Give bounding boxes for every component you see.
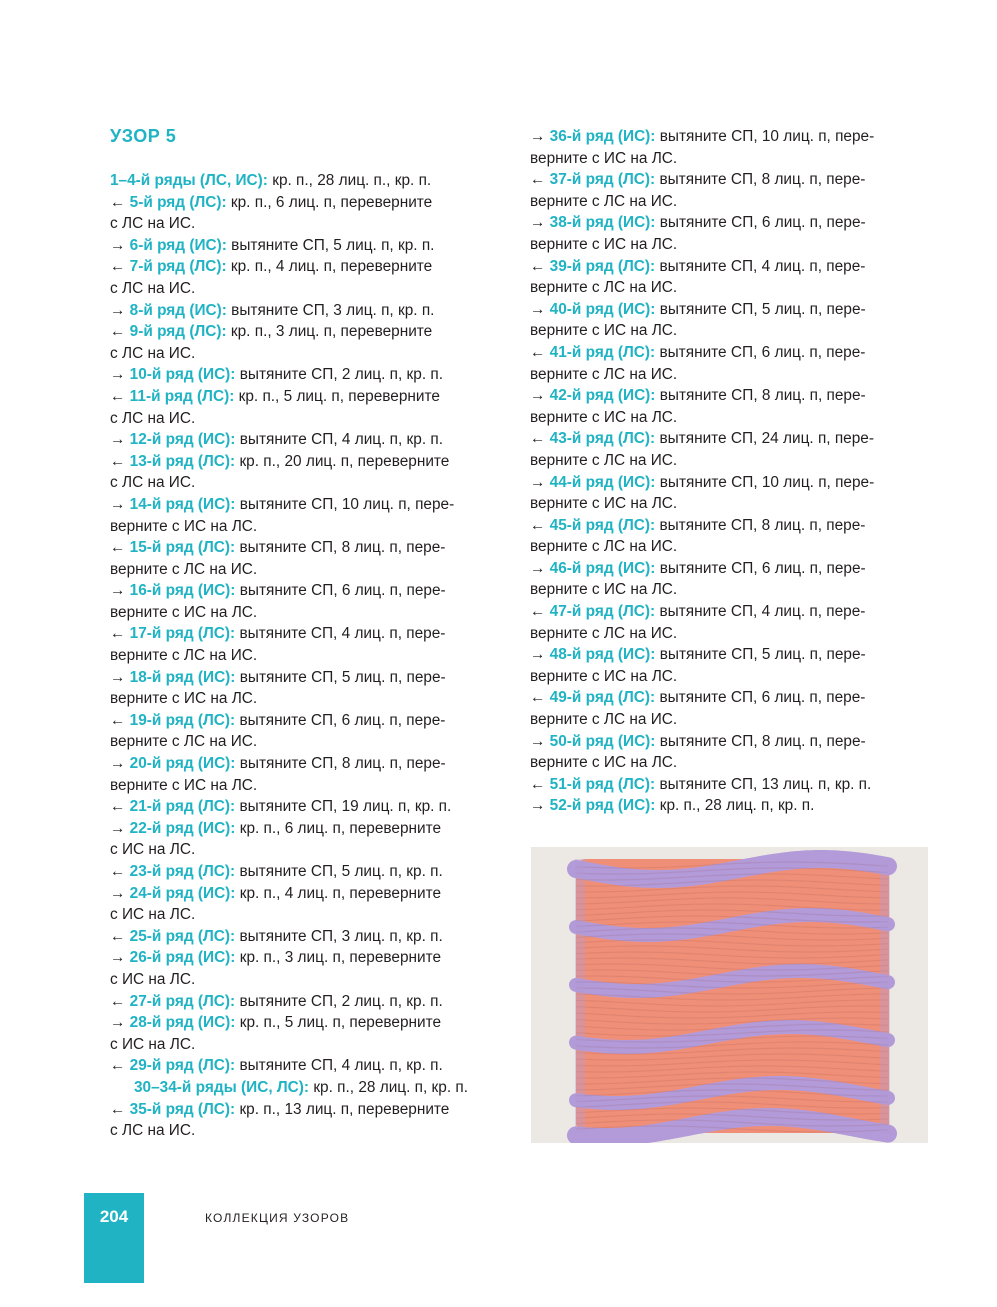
row-direction-arrow: → (530, 473, 550, 491)
instruction-line (110, 667, 520, 689)
row-instruction-text: кр. п., 4 лиц. п, переверните (235, 884, 442, 902)
row-instruction-text: верните с ЛС на ИС. (110, 647, 258, 665)
instruction-line (530, 256, 930, 278)
row-label: 14-й ряд (ИС): (129, 495, 236, 513)
row-instruction-text: с ИС на ЛС. (110, 1035, 196, 1053)
instruction-line (110, 580, 520, 602)
row-instruction-text: вытяните СП, 5 лиц. п, пере- (655, 646, 866, 664)
row-direction-arrow: ← (110, 863, 130, 880)
row-direction-arrow: ← (110, 452, 130, 470)
row-instruction-text: верните с ИС на ЛС. (530, 408, 678, 426)
row-instruction-text: верните с ЛС на ИС. (530, 279, 678, 297)
instruction-line (110, 1099, 520, 1121)
instruction-line (110, 1012, 520, 1034)
instruction-line (530, 623, 930, 645)
row-label: 1–4-й ряды (ЛС, ИС): (110, 172, 268, 189)
row-instruction-text: верните с ИС на ЛС. (110, 603, 258, 621)
instruction-line (110, 343, 520, 365)
instruction-line (110, 429, 520, 451)
instruction-line (530, 752, 930, 774)
row-instruction-text: верните с ИС на ЛС. (110, 690, 258, 708)
row-instruction-text: вытяните СП, 8 лиц. п, пере- (235, 755, 446, 773)
row-instruction-text: вытяните СП, 6 лиц. п, пере- (655, 343, 866, 361)
row-label: 28-й ряд (ИС): (129, 1014, 236, 1032)
row-instruction-text: кр. п., 28 лиц. п., кр. п. (267, 172, 432, 189)
row-instruction-text: верните с ИС на ЛС. (530, 754, 678, 772)
row-instruction-text: верните с ЛС на ИС. (530, 192, 678, 210)
row-label: 36-й ряд (ИС): (549, 128, 656, 145)
instruction-line (110, 947, 520, 969)
row-instruction-text: вытяните СП, 10 лиц. п, пере- (235, 495, 455, 513)
row-label: 12-й ряд (ИС): (129, 431, 236, 449)
instruction-line (110, 926, 520, 948)
row-direction-arrow: → (530, 797, 550, 815)
row-instruction-text: вытяните СП, 6 лиц. п, пере- (235, 711, 446, 729)
row-direction-arrow: → (110, 949, 130, 967)
row-instruction-text: кр. п., 4 лиц. п, переверните (226, 258, 433, 276)
row-direction-arrow: ← (530, 689, 550, 707)
instruction-line (110, 602, 520, 624)
row-instruction-text: вытяните СП, 5 лиц. п, пере- (235, 668, 446, 686)
row-direction-arrow: ← (530, 775, 550, 793)
row-instruction-text: вытяните СП, 24 лиц. п, пере- (655, 430, 874, 448)
row-direction-arrow: → (530, 128, 550, 145)
instruction-line (110, 623, 520, 645)
instruction-line (110, 991, 520, 1013)
instruction-line (530, 148, 930, 170)
instruction-line (530, 644, 930, 666)
instruction-line (530, 277, 930, 299)
instruction-line (110, 408, 520, 430)
row-label: 26-й ряд (ИС): (129, 949, 236, 967)
row-direction-arrow: → (110, 366, 130, 384)
row-instruction-text: с ЛС на ИС. (110, 279, 196, 297)
instruction-line (530, 601, 930, 623)
row-instruction-text: вытяните СП, 6 лиц. п, пере- (655, 689, 866, 707)
instruction-line (110, 710, 520, 732)
instruction-line (530, 428, 930, 450)
instruction-line (530, 472, 930, 494)
row-label: 45-й ряд (ЛС): (549, 516, 656, 534)
row-instruction-text: кр. п., 3 лиц. п, переверните (226, 323, 433, 341)
row-instruction-text: вытяните СП, 8 лиц. п, пере- (655, 171, 866, 189)
row-label: 6-й ряд (ИС): (129, 236, 227, 254)
row-instruction-text: верните с ИС на ЛС. (110, 776, 258, 794)
row-instruction-text: верните с ЛС на ИС. (530, 624, 678, 642)
row-instruction-text: кр. п., 28 лиц. п, кр. п. (309, 1078, 469, 1096)
row-direction-arrow: → (110, 301, 130, 319)
row-label: 9-й ряд (ЛС): (129, 323, 227, 341)
row-instruction-text: вытяните СП, 19 лиц. п, кр. п. (235, 798, 452, 816)
row-instruction-text: вытяните СП, 4 лиц. п, кр. п. (235, 431, 443, 449)
row-label: 35-й ряд (ЛС): (129, 1100, 236, 1118)
instruction-line (110, 839, 520, 861)
row-instruction-text: вытяните СП, 3 лиц. п, кр. п. (235, 927, 443, 945)
instruction-line (530, 493, 930, 515)
row-label: 25-й ряд (ЛС): (129, 927, 236, 945)
instruction-line (530, 709, 930, 731)
instruction-line (110, 472, 520, 494)
row-instruction-text: вытяните СП, 4 лиц. п, кр. п. (235, 1057, 443, 1075)
instruction-line (110, 256, 520, 278)
row-label: 29-й ряд (ЛС): (129, 1057, 236, 1075)
row-direction-arrow: ← (110, 258, 130, 276)
row-label: 15-й ряд (ЛС): (129, 539, 236, 557)
row-instruction-text: верните с ЛС на ИС. (530, 538, 678, 556)
row-instruction-text: верните с ЛС на ИС. (110, 733, 258, 751)
row-label: 18-й ряд (ИС): (129, 668, 236, 686)
row-instruction-text: верните с ИС на ЛС. (530, 495, 678, 513)
row-instruction-text: вытяните СП, 13 лиц. п, кр. п. (655, 775, 872, 793)
instruction-line (530, 169, 930, 191)
instruction-line (530, 687, 930, 709)
row-label: 10-й ряд (ИС): (129, 366, 236, 384)
row-direction-arrow: → (110, 668, 130, 686)
row-label: 47-й ряд (ЛС): (549, 603, 656, 621)
instruction-line (110, 1055, 520, 1077)
row-instruction-text: кр. п., 28 лиц. п, кр. п. (655, 797, 815, 815)
row-instruction-text: с ЛС на ИС. (110, 344, 196, 362)
row-instruction-text: верните с ИС на ЛС. (110, 517, 258, 535)
instruction-line (110, 386, 520, 408)
row-direction-arrow: → (110, 495, 130, 513)
row-instruction-text: вытяните СП, 4 лиц. п, пере- (655, 257, 866, 275)
row-label: 48-й ряд (ИС): (549, 646, 656, 664)
row-direction-arrow: → (110, 884, 130, 902)
row-direction-arrow: ← (530, 516, 550, 534)
instruction-line (110, 753, 520, 775)
instruction-line (110, 559, 520, 581)
instruction-line (110, 192, 520, 214)
instruction-line (530, 666, 930, 688)
row-direction-arrow: → (530, 387, 550, 405)
instruction-line (110, 1120, 520, 1142)
row-label: 39-й ряд (ЛС): (549, 257, 656, 275)
row-instruction-text: вытяните СП, 8 лиц. п, пере- (655, 732, 866, 750)
instruction-line (110, 731, 520, 753)
instruction-line (110, 818, 520, 840)
row-direction-arrow: ← (530, 430, 550, 448)
instruction-line (110, 494, 520, 516)
row-direction-arrow: → (110, 431, 130, 449)
row-instruction-text: с ЛС на ИС. (110, 215, 196, 233)
row-instruction-text: кр. п., 13 лиц. п, переверните (235, 1100, 450, 1118)
row-direction-arrow: ← (110, 1100, 130, 1118)
instructions-left-column (110, 170, 520, 1142)
row-instruction-text: верните с ЛС на ИС. (110, 560, 258, 578)
row-instruction-text: вытяните СП, 5 лиц. п, кр. п. (226, 236, 435, 254)
instruction-line (530, 212, 930, 234)
row-label: 43-й ряд (ЛС): (549, 430, 656, 448)
row-instruction-text: вытяните СП, 5 лиц. п, пере- (655, 300, 866, 318)
row-instruction-text: вытяните СП, 3 лиц. п, кр. п. (226, 301, 435, 319)
instruction-line (530, 126, 930, 148)
page-number: 204 (99, 1207, 129, 1226)
row-label: 42-й ряд (ИС): (549, 387, 656, 405)
row-direction-arrow: ← (110, 798, 130, 816)
row-instruction-text: кр. п., 3 лиц. п, переверните (235, 949, 442, 967)
instruction-line (530, 234, 930, 256)
row-direction-arrow: → (530, 646, 550, 664)
row-direction-arrow: ← (110, 927, 130, 945)
row-label: 50-й ряд (ИС): (549, 732, 656, 750)
row-instruction-text: с ЛС на ИС. (110, 474, 196, 492)
row-label: 38-й ряд (ИС): (549, 214, 656, 232)
row-direction-arrow: ← (530, 171, 550, 189)
instruction-line (530, 731, 930, 753)
row-instruction-text: вытяните СП, 2 лиц. п, кр. п. (235, 992, 443, 1010)
instruction-line (530, 299, 930, 321)
row-instruction-text: вытяните СП, 6 лиц. п, пере- (655, 559, 866, 577)
row-label: 27-й ряд (ЛС): (129, 992, 236, 1010)
row-label: 46-й ряд (ИС): (549, 559, 656, 577)
row-instruction-text: верните с ИС на ЛС. (530, 581, 678, 599)
instruction-line (530, 515, 930, 537)
row-direction-arrow: ← (530, 257, 550, 275)
instruction-line (530, 579, 930, 601)
row-direction-arrow: → (530, 732, 550, 750)
row-instruction-text: с ИС на ЛС. (110, 970, 196, 988)
row-label: 8-й ряд (ИС): (129, 301, 227, 319)
instruction-line (110, 775, 520, 797)
row-instruction-text: вытяните СП, 4 лиц. п, пере- (235, 625, 446, 643)
row-label: 52-й ряд (ИС): (549, 797, 656, 815)
row-label: 13-й ряд (ЛС): (129, 452, 236, 470)
row-instruction-text: вытяните СП, 4 лиц. п, пере- (655, 603, 866, 621)
row-direction-arrow: → (110, 819, 130, 837)
row-instruction-text: верните с ИС на ЛС. (530, 149, 678, 167)
row-label: 49-й ряд (ЛС): (549, 689, 656, 707)
row-label: 41-й ряд (ЛС): (549, 343, 656, 361)
instruction-line (530, 191, 930, 213)
row-instruction-text: вытяните СП, 8 лиц. п, пере- (655, 516, 866, 534)
row-label: 40-й ряд (ИС): (549, 300, 656, 318)
row-instruction-text: вытяните СП, 8 лиц. п, пере- (235, 539, 446, 557)
row-direction-arrow: ← (530, 343, 550, 361)
instruction-line (110, 904, 520, 926)
row-direction-arrow: ← (110, 323, 130, 341)
row-direction-arrow: ← (530, 603, 550, 621)
row-label: 23-й ряд (ЛС): (129, 863, 236, 880)
row-instruction-text: вытяните СП, 10 лиц. п, пере- (655, 473, 875, 491)
row-direction-arrow: → (110, 236, 130, 254)
row-direction-arrow: ← (110, 387, 130, 405)
instruction-line (110, 861, 520, 883)
pattern-title: УЗОР 5 (110, 126, 177, 146)
row-instruction-text: верните с ЛС на ИС. (530, 711, 678, 729)
instructions-right-column (530, 126, 930, 817)
row-instruction-text: вытяните СП, 6 лиц. п, пере- (235, 582, 446, 600)
row-instruction-text: с ЛС на ИС. (110, 409, 196, 427)
row-instruction-text: с ИС на ЛС. (110, 906, 196, 924)
instruction-line (530, 536, 930, 558)
row-direction-arrow: → (110, 1014, 130, 1032)
row-instruction-text: вытяните СП, 5 лиц. п, кр. п. (235, 863, 443, 880)
instruction-line (110, 688, 520, 710)
row-label: 7-й ряд (ЛС): (129, 258, 227, 276)
row-label: 22-й ряд (ИС): (129, 819, 236, 837)
row-instruction-text: вытяните СП, 2 лиц. п, кр. п. (235, 366, 443, 384)
knitted-swatch-photo (531, 847, 928, 1143)
instruction-line (530, 342, 930, 364)
row-label: 20-й ряд (ИС): (129, 755, 236, 773)
instruction-line (110, 451, 520, 473)
instruction-line (110, 278, 520, 300)
row-label: 44-й ряд (ИС): (549, 473, 656, 491)
row-instruction-text: кр. п., 20 лиц. п, переверните (235, 452, 450, 470)
row-instruction-text: с ИС на ЛС. (110, 841, 196, 859)
row-label: 16-й ряд (ИС): (129, 582, 236, 600)
instruction-line (530, 774, 930, 796)
instruction-line (110, 300, 520, 322)
row-instruction-text: кр. п., 6 лиц. п, переверните (226, 193, 433, 211)
row-direction-arrow: ← (110, 711, 130, 729)
row-label: 37-й ряд (ЛС): (549, 171, 656, 189)
instruction-line (530, 320, 930, 342)
row-instruction-text: верните с ИС на ЛС. (530, 235, 678, 253)
row-direction-arrow: → (110, 755, 130, 773)
row-label: 17-й ряд (ЛС): (129, 625, 236, 643)
row-instruction-text: кр. п., 6 лиц. п, переверните (235, 819, 442, 837)
instruction-line (110, 645, 520, 667)
instruction-line (110, 321, 520, 343)
row-instruction-text: кр. п., 5 лиц. п, переверните (235, 1014, 442, 1032)
row-label: 5-й ряд (ЛС): (129, 193, 227, 211)
row-label: 21-й ряд (ЛС): (129, 798, 236, 816)
row-direction-arrow: ← (110, 539, 130, 557)
instruction-line (110, 516, 520, 538)
row-label: 19-й ряд (ЛС): (129, 711, 236, 729)
row-label: 24-й ряд (ИС): (129, 884, 236, 902)
row-instruction-text: вытяните СП, 8 лиц. п, пере- (655, 387, 866, 405)
row-instruction-text: верните с ИС на ЛС. (530, 322, 678, 340)
page-number-tab (84, 1193, 144, 1283)
row-instruction-text: верните с ИС на ЛС. (530, 667, 678, 685)
instruction-line (110, 883, 520, 905)
instruction-line (530, 558, 930, 580)
row-label: 51-й ряд (ЛС): (549, 775, 656, 793)
instruction-line (530, 364, 930, 386)
instruction-line (110, 235, 520, 257)
instruction-line (110, 537, 520, 559)
instruction-line (110, 796, 520, 818)
row-direction-arrow: ← (110, 625, 130, 643)
row-direction-arrow: ← (110, 193, 130, 211)
row-direction-arrow: ← (110, 1057, 130, 1075)
row-instruction-text: вытяните СП, 6 лиц. п, пере- (655, 214, 866, 232)
row-direction-arrow: → (530, 214, 550, 232)
row-direction-arrow: → (530, 300, 550, 318)
instruction-line (110, 969, 520, 991)
instruction-line (110, 1077, 520, 1099)
row-label: 11-й ряд (ЛС): (129, 387, 235, 405)
instruction-line (530, 385, 930, 407)
instruction-line (110, 213, 520, 235)
row-instruction-text: вытяните СП, 10 лиц. п, пере- (655, 128, 875, 145)
row-instruction-text: кр. п., 5 лиц. п, переверните (234, 387, 440, 405)
instruction-line (110, 170, 520, 192)
instruction-line (110, 364, 520, 386)
row-direction-arrow: → (530, 559, 550, 577)
row-direction-arrow: → (110, 582, 130, 600)
instruction-line (530, 450, 930, 472)
instruction-line (110, 1034, 520, 1056)
instruction-line (530, 407, 930, 429)
footer-section-title: КОЛЛЕКЦИЯ УЗОРОВ (205, 1211, 350, 1225)
row-instruction-text: верните с ЛС на ИС. (530, 365, 678, 383)
instruction-line (530, 795, 930, 817)
row-instruction-text: верните с ЛС на ИС. (530, 451, 678, 469)
knitted-swatch-illustration (531, 847, 928, 1143)
row-direction-arrow: ← (110, 992, 130, 1010)
row-label: 30–34-й ряды (ИС, ЛС): (134, 1078, 310, 1096)
row-instruction-text: с ЛС на ИС. (110, 1122, 196, 1140)
